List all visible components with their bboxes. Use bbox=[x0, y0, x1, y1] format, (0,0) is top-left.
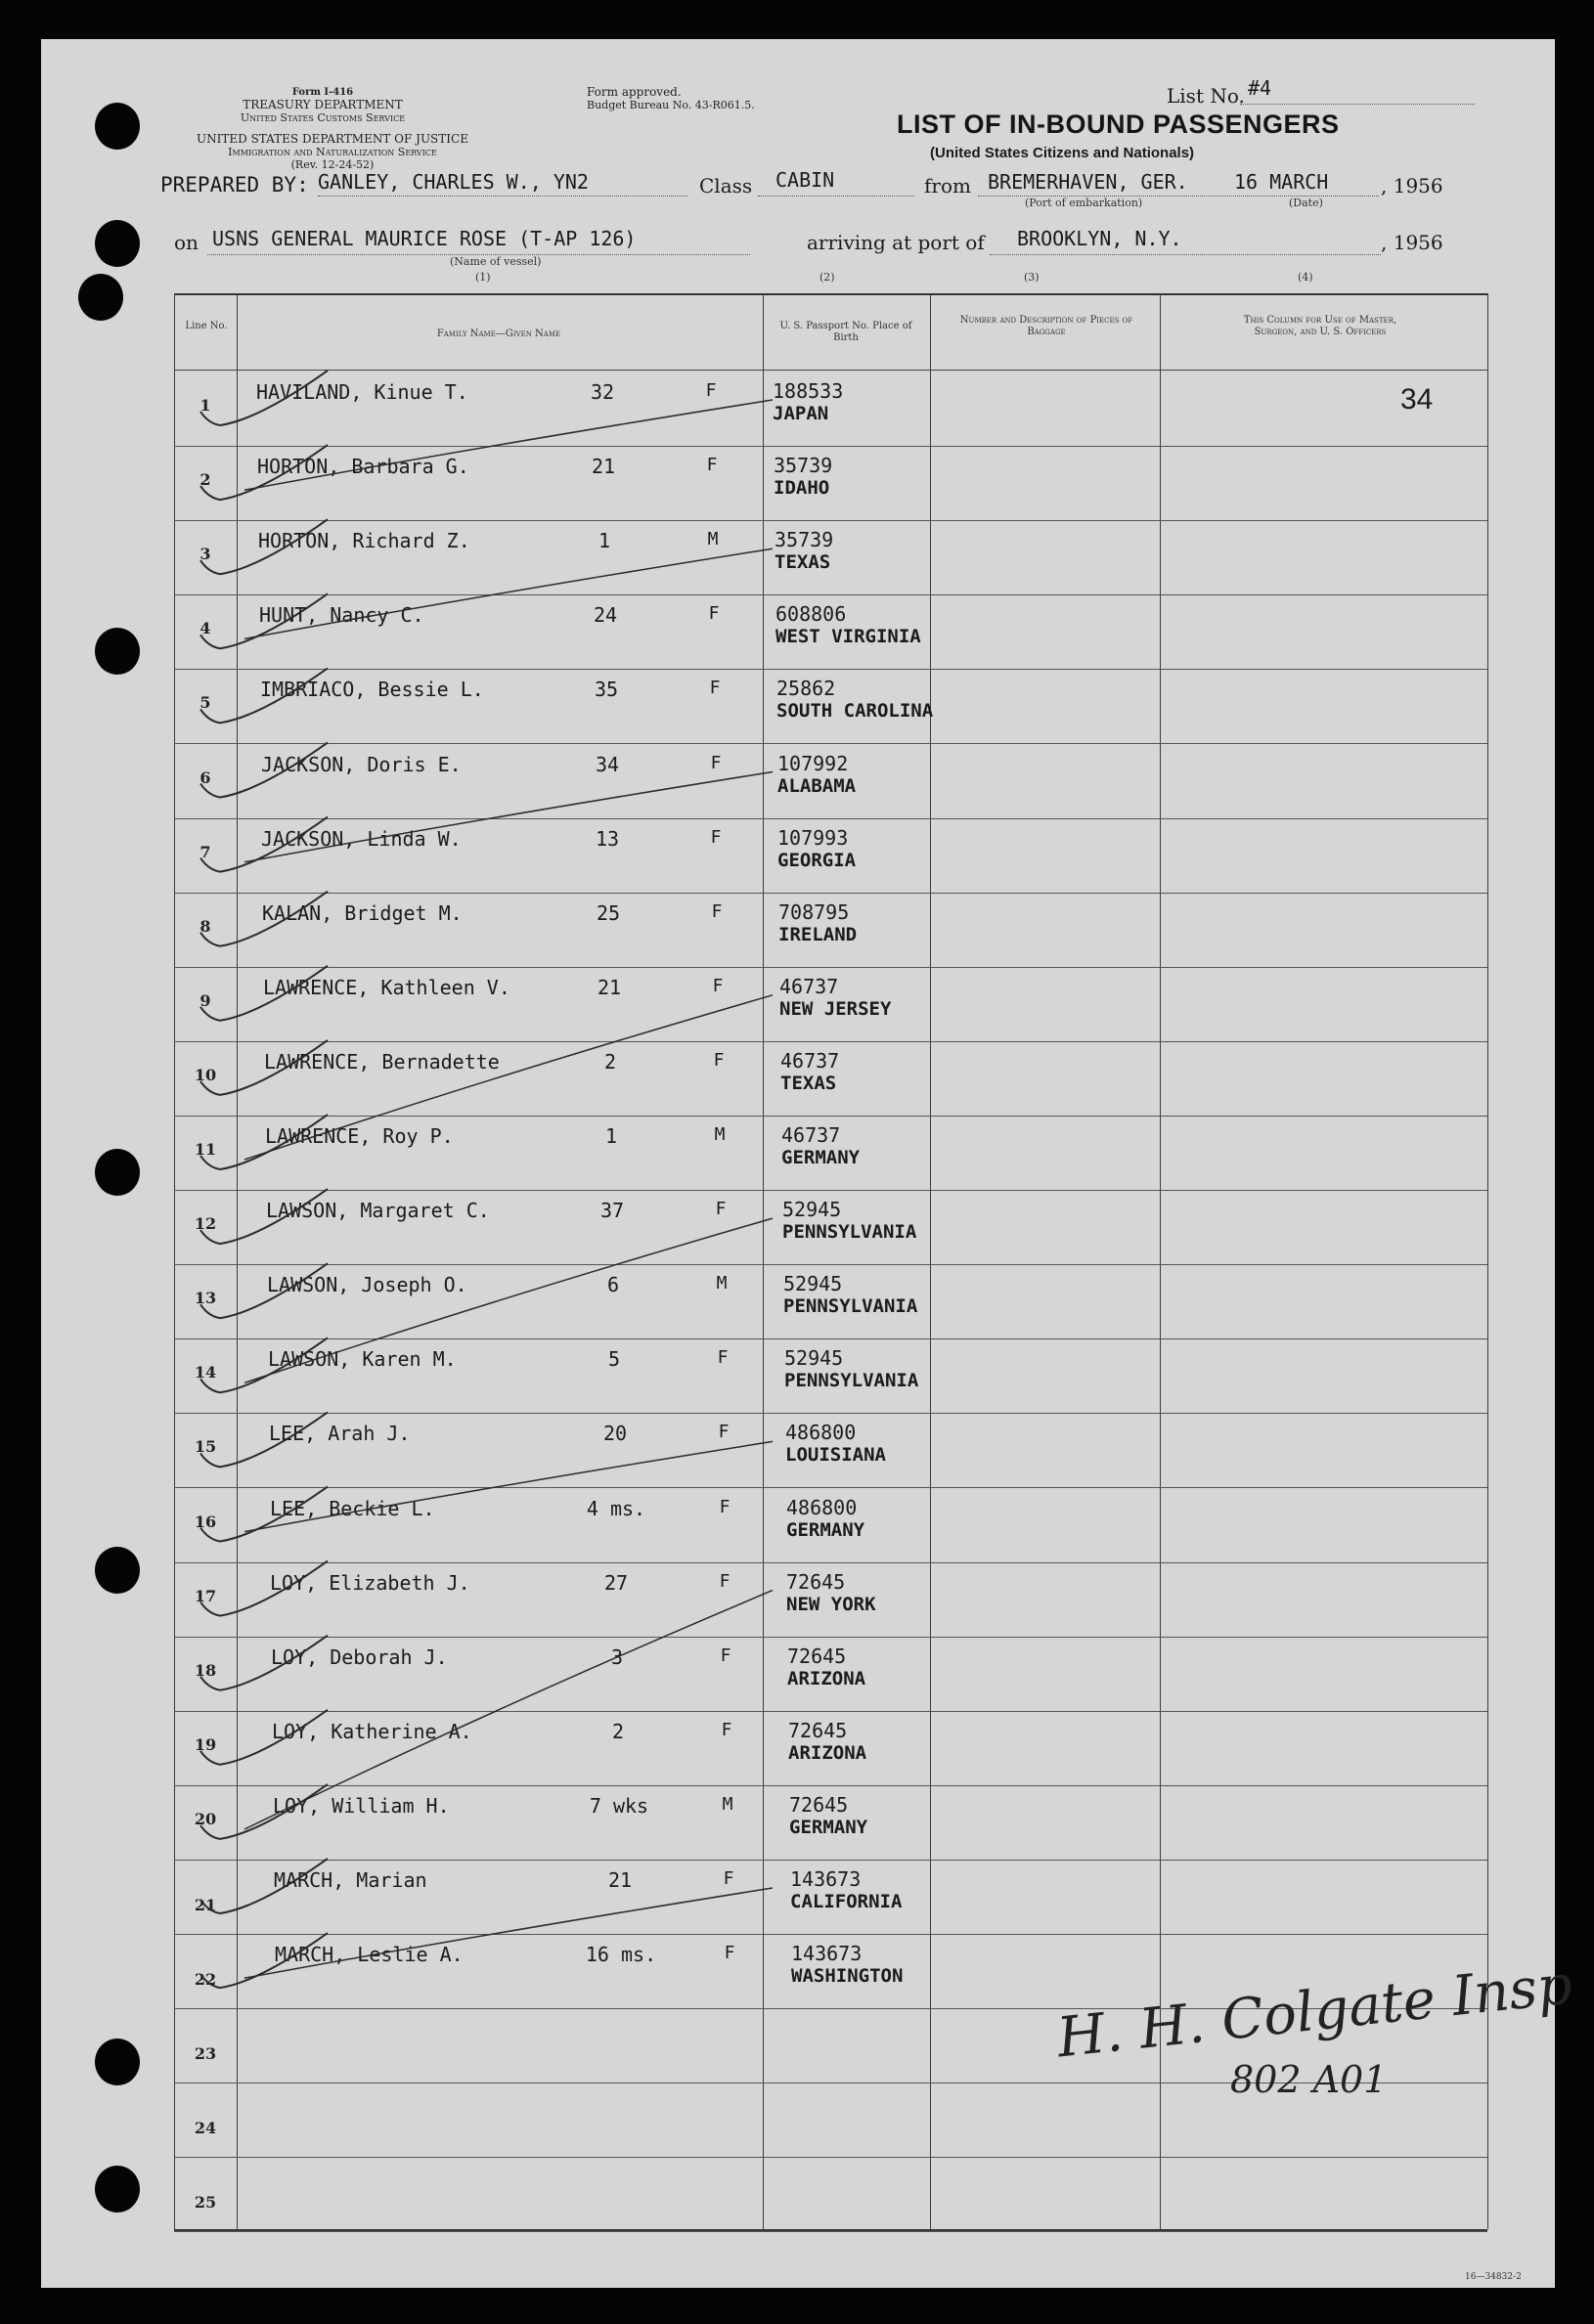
place-of-birth: ARIZONA bbox=[787, 1668, 866, 1689]
passenger-sex: F bbox=[710, 753, 722, 773]
place-of-birth: WASHINGTON bbox=[791, 1965, 904, 1987]
passenger-age: 34 bbox=[595, 753, 620, 776]
table-row bbox=[174, 593, 1487, 670]
header-name: Family Name—Given Name bbox=[436, 329, 561, 339]
from-date: 16 MARCH bbox=[1234, 170, 1329, 194]
line-number: 1 bbox=[199, 396, 211, 415]
passenger-age: 7 wks bbox=[589, 1794, 649, 1818]
passenger-sex: M bbox=[722, 1794, 733, 1815]
binder-hole bbox=[95, 2039, 140, 2085]
passenger-sex: F bbox=[706, 455, 718, 475]
passenger-name: HORTON, Barbara G. bbox=[257, 455, 469, 478]
passenger-name: LAWSON, Joseph O. bbox=[267, 1273, 467, 1296]
binder-hole bbox=[95, 103, 140, 150]
table-row bbox=[174, 1263, 1487, 1339]
form-approved: Form approved. bbox=[587, 85, 682, 99]
line-number: 17 bbox=[194, 1587, 217, 1605]
caption-3: (3) bbox=[1024, 271, 1040, 284]
binder-hole bbox=[78, 274, 123, 321]
treasury-dept: TREASURY DEPARTMENT bbox=[243, 98, 403, 111]
passenger-age: 37 bbox=[599, 1199, 625, 1222]
place-of-birth: PENNSYLVANIA bbox=[784, 1370, 919, 1391]
passenger-age: 2 bbox=[603, 1050, 617, 1074]
passport-number: 72645 bbox=[789, 1793, 849, 1817]
passenger-sex: F bbox=[720, 1645, 731, 1666]
form-header-left-2 bbox=[156, 133, 509, 171]
place-of-birth: IRELAND bbox=[778, 924, 858, 945]
passport-number: 72645 bbox=[788, 1719, 848, 1742]
line-number: 19 bbox=[194, 1735, 217, 1754]
passenger-name: LEE, Arah J. bbox=[269, 1422, 411, 1445]
passenger-age: 25 bbox=[596, 901, 621, 925]
passenger-age: 24 bbox=[593, 603, 618, 627]
passport-number: 708795 bbox=[778, 900, 850, 924]
class-line bbox=[758, 196, 914, 197]
passport-number: 486800 bbox=[785, 1421, 857, 1444]
line-number: 20 bbox=[194, 1810, 217, 1828]
passenger-age: 13 bbox=[595, 827, 620, 851]
line-number: 5 bbox=[199, 693, 211, 712]
passport-number: 35739 bbox=[774, 454, 833, 477]
passenger-age: 2 bbox=[611, 1720, 625, 1743]
place-of-birth: PENNSYLVANIA bbox=[783, 1295, 918, 1317]
passport-number: 52945 bbox=[782, 1198, 842, 1221]
passenger-sex: F bbox=[713, 1050, 725, 1071]
passenger-sex: F bbox=[710, 827, 722, 848]
line-number: 15 bbox=[194, 1437, 217, 1456]
caption-2: (2) bbox=[819, 271, 835, 284]
class-value: CABIN bbox=[775, 168, 835, 192]
date-caption: (Date) bbox=[1289, 197, 1323, 209]
passenger-sex: F bbox=[705, 380, 717, 401]
line-number: 6 bbox=[199, 768, 211, 787]
passenger-name: LOY, Deborah J. bbox=[271, 1645, 448, 1669]
passenger-name: MARCH, Leslie A. bbox=[275, 1943, 464, 1966]
form-number: Form I-416 bbox=[291, 87, 354, 98]
vessel-value: USNS GENERAL MAURICE ROSE (T-AP 126) bbox=[212, 227, 637, 250]
binder-hole bbox=[95, 1149, 140, 1196]
passenger-age: 21 bbox=[597, 976, 622, 999]
form-approval bbox=[587, 86, 812, 111]
passport-number: 72645 bbox=[786, 1570, 846, 1594]
list-no-label: List No. bbox=[1167, 84, 1245, 108]
form-header-left bbox=[166, 86, 479, 124]
inspector-signature: H. H. Colgate Insp bbox=[1054, 1952, 1575, 2071]
passenger-age: 21 bbox=[591, 455, 616, 478]
table-row bbox=[174, 892, 1487, 968]
binder-hole bbox=[95, 1547, 140, 1594]
place-of-birth: GEORGIA bbox=[777, 850, 857, 871]
passenger-sex: F bbox=[717, 1347, 729, 1368]
table-row bbox=[174, 1487, 1487, 1563]
passenger-age: 16 ms. bbox=[585, 1943, 657, 1966]
arrival-line bbox=[990, 254, 1381, 255]
line-number: 10 bbox=[194, 1066, 217, 1084]
passenger-sex: F bbox=[721, 1720, 732, 1740]
place-of-birth: IDAHO bbox=[774, 477, 830, 499]
passport-number: 52945 bbox=[783, 1272, 843, 1295]
table-row bbox=[174, 817, 1487, 894]
class-label: Class bbox=[699, 174, 753, 197]
list-no-value: #4 bbox=[1248, 76, 1272, 100]
table-row bbox=[174, 1636, 1487, 1712]
place-of-birth: GERMANY bbox=[786, 1519, 865, 1541]
passenger-name: HAVILAND, Kinue T. bbox=[256, 380, 468, 404]
passenger-name: IMBRIACO, Bessie L. bbox=[260, 678, 484, 701]
passenger-sex: M bbox=[714, 1124, 726, 1145]
vessel-caption: (Name of vessel) bbox=[450, 255, 542, 268]
passport-number: 25862 bbox=[776, 677, 836, 700]
passenger-name: HORTON, Richard Z. bbox=[258, 529, 470, 552]
line-number: 3 bbox=[199, 545, 211, 563]
passenger-name: MARCH, Marian bbox=[274, 1868, 427, 1892]
table-row bbox=[174, 1189, 1487, 1265]
place-of-birth: SOUTH CAROLINA bbox=[776, 700, 934, 722]
justice-dept: UNITED STATES DEPARTMENT OF JUSTICE bbox=[197, 132, 468, 146]
prepared-by-line bbox=[318, 196, 687, 197]
table-row bbox=[174, 2156, 1487, 2232]
table-row bbox=[174, 1115, 1487, 1191]
caption-4: (4) bbox=[1298, 271, 1313, 284]
table-row bbox=[174, 1710, 1487, 1786]
table-row bbox=[174, 668, 1487, 744]
header-passport: U. S. Passport No. Place of Birth bbox=[779, 321, 912, 343]
table-top-rule bbox=[174, 293, 1487, 295]
passport-number: 72645 bbox=[787, 1644, 847, 1668]
passenger-name: KALAN, Bridget M. bbox=[262, 901, 463, 925]
passenger-sex: F bbox=[711, 901, 723, 922]
passenger-sex: F bbox=[712, 976, 724, 996]
passport-number: 486800 bbox=[786, 1496, 858, 1519]
port-embark-caption: (Port of embarkation) bbox=[1025, 197, 1143, 209]
place-of-birth: NEW JERSEY bbox=[779, 998, 892, 1020]
line-number: 16 bbox=[194, 1513, 217, 1531]
binder-hole bbox=[95, 2166, 140, 2213]
place-of-birth: TEXAS bbox=[780, 1073, 837, 1094]
place-of-birth: WEST VIRGINIA bbox=[775, 626, 921, 647]
line-number: 4 bbox=[199, 619, 211, 637]
prepared-by-label: PREPARED BY: bbox=[160, 173, 309, 197]
line-number: 25 bbox=[194, 2193, 217, 2212]
passenger-name: LAWRENCE, Kathleen V. bbox=[263, 976, 510, 999]
passenger-age: 32 bbox=[590, 380, 615, 404]
table-row bbox=[174, 519, 1487, 595]
passenger-name: HUNT, Nancy C. bbox=[259, 603, 424, 627]
table-row bbox=[174, 1784, 1487, 1861]
table-row bbox=[174, 371, 1487, 447]
passport-number: 52945 bbox=[784, 1346, 844, 1370]
passenger-name: LAWSON, Karen M. bbox=[268, 1347, 457, 1371]
passport-number: 608806 bbox=[775, 602, 847, 626]
passenger-age: 20 bbox=[602, 1422, 628, 1445]
place-of-birth: NEW YORK bbox=[786, 1594, 876, 1615]
revision: (Rev. 12-24-52) bbox=[290, 158, 375, 171]
passenger-sex: M bbox=[707, 529, 719, 549]
passenger-count: 34 bbox=[1400, 383, 1434, 416]
passenger-sex: F bbox=[719, 1571, 731, 1592]
place-of-birth: ARIZONA bbox=[788, 1742, 867, 1764]
passenger-name: LOY, Elizabeth J. bbox=[270, 1571, 470, 1595]
line-number: 24 bbox=[194, 2119, 217, 2137]
table-row bbox=[174, 966, 1487, 1042]
table-row bbox=[174, 1337, 1487, 1414]
place-of-birth: PENNSYLVANIA bbox=[782, 1221, 917, 1243]
passenger-name: LEE, Beckie L. bbox=[270, 1497, 435, 1520]
passenger-age: 21 bbox=[607, 1868, 633, 1892]
binder-hole bbox=[95, 628, 140, 675]
passenger-age: 27 bbox=[603, 1571, 629, 1595]
binder-hole bbox=[95, 220, 140, 267]
ins-service: Immigration and Naturalization Service bbox=[228, 146, 437, 158]
from-label: from bbox=[924, 174, 971, 197]
table-row bbox=[174, 1412, 1487, 1488]
passenger-age: 35 bbox=[594, 678, 619, 701]
passenger-sex: F bbox=[724, 1943, 735, 1963]
passenger-name: LAWSON, Margaret C. bbox=[266, 1199, 490, 1222]
passenger-sex: F bbox=[723, 1868, 734, 1889]
header-line-no: Line No. bbox=[185, 321, 228, 331]
passport-number: 46737 bbox=[780, 1049, 840, 1073]
line-number: 7 bbox=[199, 843, 211, 861]
line-number: 8 bbox=[199, 917, 211, 936]
passenger-name: JACKSON, Doris E. bbox=[261, 753, 462, 776]
passenger-age: 1 bbox=[604, 1124, 618, 1148]
passport-number: 143673 bbox=[790, 1867, 862, 1891]
passport-number: 188533 bbox=[773, 379, 844, 403]
passenger-name: JACKSON, Linda W. bbox=[261, 827, 462, 851]
header-baggage: Number and Description of Pieces of Baggage bbox=[959, 315, 1133, 337]
passenger-name: LOY, William H. bbox=[273, 1794, 450, 1818]
table-row bbox=[174, 1561, 1487, 1638]
arriving-label: arriving at port of bbox=[807, 231, 985, 254]
place-of-birth: CALIFORNIA bbox=[790, 1891, 903, 1912]
line-number: 21 bbox=[194, 1896, 217, 1914]
list-no-line bbox=[1240, 104, 1475, 105]
line-number: 23 bbox=[194, 2044, 217, 2063]
passenger-sex: F bbox=[715, 1199, 727, 1219]
from-value: BREMERHAVEN, GER. bbox=[988, 170, 1188, 194]
passport-number: 107993 bbox=[777, 826, 849, 850]
on-label: on bbox=[174, 231, 199, 254]
caption-1: (1) bbox=[475, 271, 491, 284]
passport-number: 46737 bbox=[781, 1123, 841, 1147]
footer-code: 16—34832-2 bbox=[1465, 2272, 1522, 2282]
line-number: 13 bbox=[194, 1289, 217, 1307]
place-of-birth: ALABAMA bbox=[777, 775, 857, 797]
passport-number: 35739 bbox=[775, 528, 834, 551]
budget-bureau: Budget Bureau No. 43-R061.5. bbox=[587, 99, 755, 111]
passport-number: 46737 bbox=[779, 975, 839, 998]
passenger-name: LAWRENCE, Roy P. bbox=[265, 1124, 454, 1148]
line-number: 11 bbox=[194, 1140, 217, 1159]
line-number: 22 bbox=[194, 1970, 217, 1989]
line-number: 2 bbox=[199, 470, 211, 489]
passenger-age: 1 bbox=[598, 529, 611, 552]
passenger-sex: F bbox=[709, 678, 721, 698]
passenger-age: 6 bbox=[606, 1273, 620, 1296]
passenger-age: 5 bbox=[607, 1347, 621, 1371]
passenger-sex: M bbox=[716, 1273, 728, 1294]
page-title: LIST OF IN-BOUND PASSENGERS bbox=[897, 110, 1340, 139]
passenger-sex: F bbox=[719, 1497, 731, 1517]
line-number: 14 bbox=[194, 1363, 217, 1381]
year-2: , 1956 bbox=[1381, 231, 1443, 254]
passenger-sex: F bbox=[708, 603, 720, 624]
passenger-name: LOY, Katherine A. bbox=[272, 1720, 472, 1743]
line-number: 18 bbox=[194, 1661, 217, 1680]
place-of-birth: TEXAS bbox=[775, 551, 831, 573]
passenger-sex: F bbox=[718, 1422, 730, 1442]
prepared-by-value: GANLEY, CHARLES W., YN2 bbox=[318, 170, 589, 194]
place-of-birth: GERMANY bbox=[781, 1147, 861, 1168]
table-row bbox=[174, 743, 1487, 819]
passport-number: 143673 bbox=[791, 1942, 863, 1965]
year-1: , 1956 bbox=[1381, 174, 1443, 197]
place-of-birth: JAPAN bbox=[773, 403, 829, 424]
passport-number: 107992 bbox=[777, 752, 849, 775]
place-of-birth: LOUISIANA bbox=[785, 1444, 886, 1466]
arrival-port: BROOKLYN, N.Y. bbox=[1017, 227, 1182, 250]
table-row bbox=[174, 1040, 1487, 1117]
line-number: 9 bbox=[199, 991, 211, 1010]
signature-note: 802 A01 bbox=[1230, 2058, 1388, 2101]
table-row bbox=[174, 445, 1487, 521]
table-row bbox=[174, 1859, 1487, 1935]
col-rule bbox=[1487, 293, 1488, 2229]
header-officers: This Column for Use of Master, Surgeon, and U. S. Officers bbox=[1243, 315, 1397, 337]
place-of-birth: GERMANY bbox=[789, 1817, 868, 1838]
passenger-age: 3 bbox=[610, 1645, 624, 1669]
passenger-name: LAWRENCE, Bernadette bbox=[264, 1050, 500, 1074]
page-subtitle: (United States Citizens and Nationals) bbox=[930, 145, 1195, 161]
line-number: 12 bbox=[194, 1214, 217, 1233]
customs-service: United States Customs Service bbox=[240, 111, 406, 124]
passenger-age: 4 ms. bbox=[586, 1497, 646, 1520]
